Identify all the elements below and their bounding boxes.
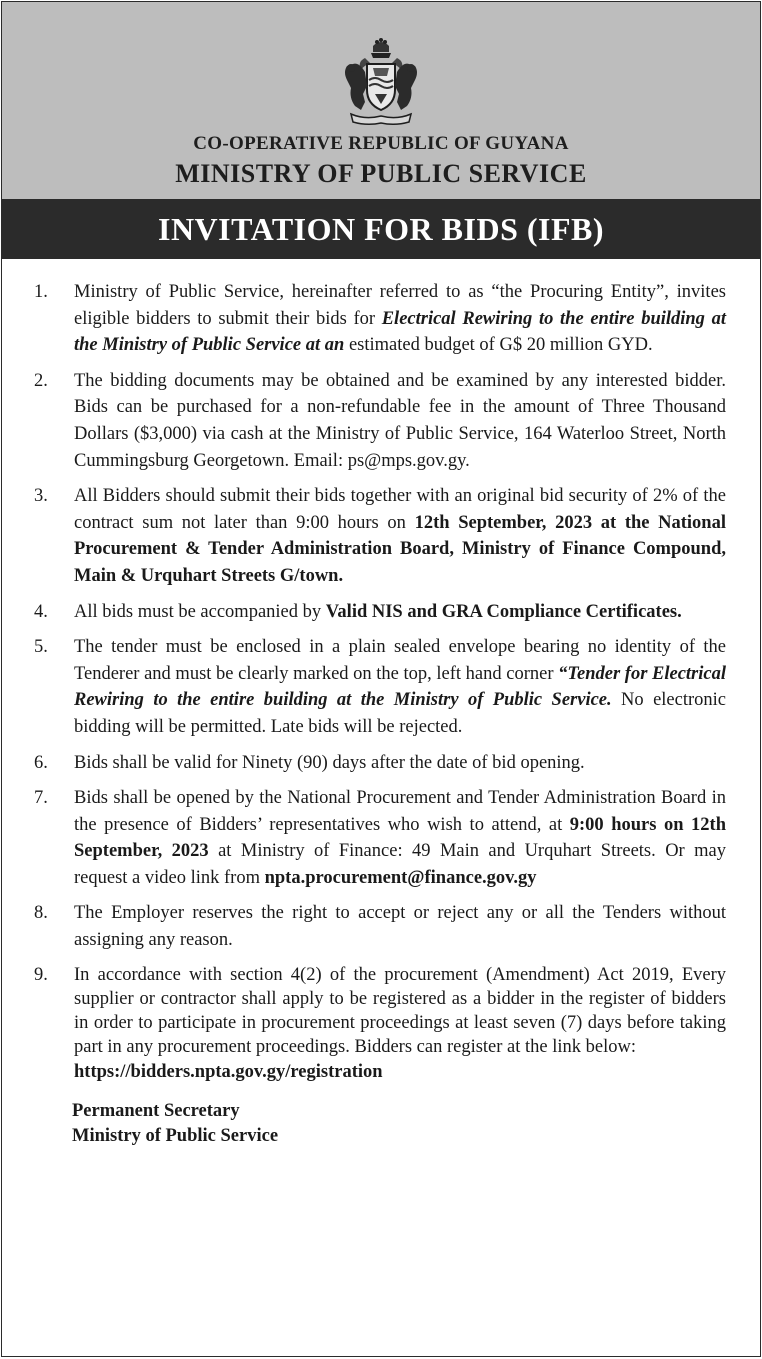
item-text: [74, 785, 726, 891]
list-item: [34, 279, 726, 359]
item-text: The bidding documents may be obtained and be examined by any interested bidder. Bids can be purchased for a non-refundable fee in the amount of Three Thousand Dollars ($3,000) via cash at the Ministry of Public Service, 164 Waterloo Street, North Cummingsburg Georgetown. Email: ps@mps.gov.gy.: [74, 370, 726, 471]
item-text-emphasis: Valid NIS and GRA Compliance Certificates.: [325, 601, 682, 622]
item-number: 5.: [34, 637, 48, 658]
item-text: [74, 963, 726, 1085]
item-number: 3.: [34, 486, 48, 507]
republic-heading: CO-OPERATIVE REPUBLIC OF GUYANA: [193, 133, 569, 154]
list-item: [34, 634, 726, 740]
ifb-notice: [1, 1, 761, 1357]
procurement-email[interactable]: npta.procurement@finance.gov.gy: [264, 867, 537, 888]
item-text: [74, 483, 726, 589]
item-text-part: All bids must be accompanied by: [74, 601, 326, 622]
item-text-emphasis: 12th September, 2023 at the National Procurement & Tender Administration Board, Ministry of Finance Compound, Main & Urquhart Streets G/town.: [74, 512, 726, 586]
list-item: [34, 750, 726, 777]
item-number: 7.: [34, 788, 48, 809]
item-text-part: In accordance with section 4(2) of the procurement (Amendment) Act 2019, Every supplier or contractor shall apply to be registered as a bidder in the register of bidders in order to participate in procurement proceedings at least seven (7) days before taking part in any procurement proceedings. Bidders can register at the link below:: [74, 964, 726, 1058]
list-item: [34, 785, 726, 891]
item-number: 1.: [34, 282, 48, 302]
list-item: [34, 963, 726, 1085]
list-item: [34, 368, 726, 474]
item-text-emphasis: Electrical Rewiring to the entire building at the Ministry of Public Service at an: [74, 308, 726, 356]
registration-link[interactable]: https://bidders.npta.gov.gy/registration: [74, 1062, 383, 1083]
item-text-part: The tender must be enclosed in a plain sealed envelope bearing no identity of the Tenderer and must be clearly marked on the top, left hand corner: [74, 637, 726, 684]
item-text-part: All Bidders should submit their bids together with an original bid security of 2% of the contract sum not later than 9:00 hours on: [74, 486, 726, 533]
item-text: The Employer reserves the right to accept or reject any or all the Tenders without assigning any reason.: [74, 903, 726, 951]
item-text-part: Ministry of Public Service, hereinafter referred to as “the Procuring Entity”, invites eligible bidders to submit their bids for: [74, 282, 726, 329]
item-text-part: estimated budget of G$ 20 million GYD.: [344, 335, 653, 356]
list-item: [34, 599, 726, 626]
signatory-office: Ministry of Public Service: [72, 1125, 279, 1146]
item-number: 9.: [34, 964, 48, 985]
item-number: 2.: [34, 370, 48, 391]
guyana-coat-of-arms-icon: [335, 36, 427, 128]
signature-block: [72, 1099, 726, 1149]
item-text: [74, 599, 726, 626]
list-item: [34, 483, 726, 589]
masthead: [2, 2, 760, 199]
notice-title: INVITATION FOR BIDS (IFB): [2, 199, 760, 259]
list-item: [34, 900, 726, 953]
item-text: Bids shall be valid for Ninety (90) days after the date of bid opening.: [74, 752, 585, 773]
ministry-heading: MINISTRY OF PUBLIC SERVICE: [175, 159, 587, 188]
item-text-part: Bids shall be opened by the National Procurement and Tender Administration Board in the presence of Bidders’ representatives who wish to attend, at: [74, 788, 726, 835]
item-text-emphasis: 9:00 hours on 12th September, 2023: [74, 814, 726, 862]
item-number: 4.: [34, 601, 48, 622]
notice-body: [2, 259, 760, 1149]
signatory-title: Permanent Secretary: [72, 1100, 240, 1121]
item-text-part: No electronic bidding will be permitted. Late bids will be rejected.: [74, 690, 726, 737]
item-text-emphasis: “Tender for Electrical Rewiring to the entire building at the Ministry of Public Service.: [74, 663, 726, 711]
item-number: 8.: [34, 903, 48, 924]
item-number: 6.: [34, 752, 48, 773]
item-text: [74, 279, 726, 359]
item-text-part: at Ministry of Finance: 49 Main and Urquhart Streets. Or may request a video link from: [74, 841, 726, 888]
item-text: [74, 634, 726, 740]
